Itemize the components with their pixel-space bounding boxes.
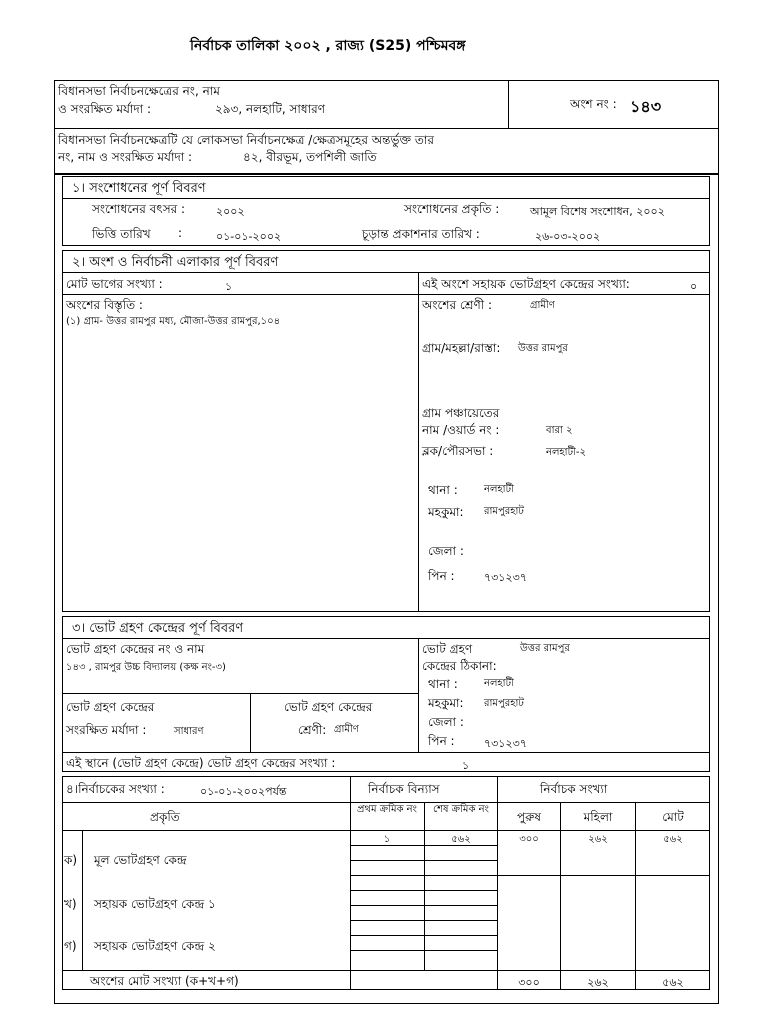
base-date-value: ০১-০১-২০০২ xyxy=(216,230,282,243)
part-total-total: ৫৬২ xyxy=(662,976,684,989)
police-station-label: থানা : xyxy=(428,483,458,497)
table-row-label: সহায়ক ভোটগ্রহণ কেন্দ্র ২ xyxy=(94,939,216,953)
elector-distribution-header: নির্বাচক বিন্যাস xyxy=(368,782,440,796)
section-4-divider-a xyxy=(62,802,710,803)
ac-label-2: ও সংরক্ষিত মর্যাদা : xyxy=(58,102,152,116)
nature-column-header: প্রকৃতি xyxy=(150,810,180,824)
part-extent-value: (১) গ্রাম- উত্তর রামপুর মধ্য, মৌজা-উত্তর রামপুর,১০৪ xyxy=(66,316,281,327)
station-name-label: ভোট গ্রহণ কেন্দ্রের নং ও নাম xyxy=(66,642,205,656)
total-sections-value: ১ xyxy=(225,280,233,293)
part-label: অংশ নং : xyxy=(570,97,617,111)
serial-line-6 xyxy=(350,935,497,936)
pc-label-1: বিধানসভা নির্বাচনক্ষেত্রটি যে লোকসভা নির্বাচনক্ষেত্র /ক্ষেত্রসমূহের অন্তর্ভুক্ত তার xyxy=(58,133,434,147)
section-4-col-line-4 xyxy=(560,802,561,990)
table-row-first-serial: ১ xyxy=(383,834,391,845)
total-sections-label: মোট ভাগের সংখ্যা : xyxy=(66,277,163,291)
station-type-label-1: ভোট গ্রহণ কেন্দ্রের xyxy=(284,700,373,714)
section-3-vertical-divider-2 xyxy=(250,693,251,752)
station-thana-label: থানা : xyxy=(428,677,458,691)
header-vertical-divider xyxy=(508,80,509,128)
table-row-last-serial: ৫৬২ xyxy=(451,834,471,845)
section-4-heading: ৪।নির্বাচকের সংখ্যা : xyxy=(66,782,165,796)
part-total-female: ২৬২ xyxy=(587,976,609,989)
female-column-header: মহিলা xyxy=(583,810,613,824)
section-2-box xyxy=(62,250,710,612)
total-column-header: মোট xyxy=(662,810,684,824)
serial-line-4 xyxy=(350,905,497,906)
section-1-heading: ১। সংশোধনের পূর্ণ বিবরণ xyxy=(72,181,206,196)
table-row-key: ক) xyxy=(64,853,78,867)
gp-label-2: নাম /ওয়ার্ড নং : xyxy=(422,423,500,437)
subdivision-value: রামপুরহাট xyxy=(484,506,524,517)
station-name-value: ১৪৩ , রামপুর উচ্চ বিদ্যালয় (কক্ষ নং-৩) xyxy=(66,662,226,673)
station-subdivision-value: রামপুরহাট xyxy=(484,698,524,709)
block-label: ব্লক/পৌরসভা : xyxy=(422,444,494,458)
pin-label: পিন : xyxy=(428,569,455,583)
aux-stations-value: ০ xyxy=(690,280,698,293)
revision-year-label: সংশোধনের বৎসর : xyxy=(92,202,186,216)
section-3-divider-c xyxy=(62,752,710,753)
district-label: জেলা : xyxy=(428,544,464,558)
final-publish-value: ২৬-০৩-২০০২ xyxy=(535,230,601,243)
section-2-heading: ২। অংশ ও নির্বাচনী এলাকার পূর্ণ বিবরণ xyxy=(72,255,279,270)
gp-label-1: গ্রাম পঞ্চায়েতের xyxy=(422,406,500,420)
reservation-label-1: ভোট গ্রহণ কেন্দ্রের xyxy=(66,700,155,714)
station-type-value: গ্রামীণ xyxy=(334,724,359,735)
part-total-label: অংশের মোট সংখ্যা (ক+খ+গ) xyxy=(90,974,239,988)
part-category-value: গ্রামীণ xyxy=(530,300,555,311)
header-divider xyxy=(54,128,719,129)
revision-nature-value: আমূল বিশেষ সংশোধন, ২০০২ xyxy=(530,205,665,218)
section-4-divider-total xyxy=(62,970,710,971)
block-value: নলহাটী-২ xyxy=(546,447,586,458)
aux-stations-label: এই অংশে সহায়ক ভোটগ্রহণ কেন্দ্রের সংখ্যা: xyxy=(422,277,630,291)
section-4-col-line-1 xyxy=(350,776,351,990)
section-3-vertical-divider xyxy=(418,638,419,752)
serial-line-7 xyxy=(350,950,497,951)
section-3-divider-b xyxy=(62,693,418,694)
station-thana-value: নলহাটী xyxy=(484,678,514,689)
male-column-header: পুরুষ xyxy=(517,810,541,824)
revision-nature-label: সংশোধনের প্রকৃতি : xyxy=(404,202,500,216)
first-serial-column-header: প্রথম ক্রমিক নং xyxy=(357,804,417,815)
serial-line-5 xyxy=(350,920,497,921)
section-4-col-line-5 xyxy=(635,802,636,990)
part-total-male: ৩০০ xyxy=(518,976,540,989)
serial-line-3 xyxy=(350,890,497,891)
pc-value: ৪২, বীরভূম, তপশিলী জাতি xyxy=(243,150,377,164)
station-address-label-2: কেন্দ্রের ঠিকানা: xyxy=(422,659,497,673)
electors-as-on: ০১-০১-২০০২পর্যন্ত xyxy=(200,785,287,798)
station-pin-label: পিন : xyxy=(428,734,455,748)
station-address-value: উত্তর রামপুর xyxy=(520,643,570,654)
serial-line-2 xyxy=(350,860,497,861)
gp-value: বারা ২ xyxy=(546,425,573,436)
ac-label-1: বিধানসভা নির্বাচনক্ষেত্রের নং, নাম xyxy=(58,84,220,98)
elector-count-header: নির্বাচক সংখ্যা xyxy=(540,782,608,796)
part-extent-label: অংশের বিস্তৃতি : xyxy=(66,298,143,312)
station-count-label: এই স্থানে (ভোট গ্রহণ কেন্দ্রে) ভোট গ্রহণ কেন্দ্রের সংখ্যা : xyxy=(66,756,336,770)
base-date-label: ভিত্তি তারিখ xyxy=(92,227,151,241)
police-station-value: নলহাটী xyxy=(484,484,514,495)
station-address-label-1: ভোট গ্রহণ xyxy=(422,642,473,656)
pin-value: ৭৩১২৩৭ xyxy=(484,571,527,584)
base-date-colon: : xyxy=(178,226,183,240)
final-publish-label: চূড়ান্ত প্রকাশনার তারিখ : xyxy=(362,227,480,241)
table-row-total: ৫৬২ xyxy=(663,834,683,845)
section-4-key-column-line xyxy=(82,830,83,970)
table-row-key: গ) xyxy=(64,939,77,953)
subdivision-label: মহকুমা: xyxy=(428,505,464,519)
station-subdivision-label: মহকুমা: xyxy=(428,696,464,710)
section-4-col-line-2 xyxy=(424,802,425,970)
table-row-female: ২৬২ xyxy=(588,834,608,845)
table-row-label: সহায়ক ভোটগ্রহণ কেন্দ্র ১ xyxy=(94,897,216,911)
section-3-heading: ৩। ভোট গ্রহণ কেন্দ্রের পূর্ণ বিবরণ xyxy=(72,621,244,636)
table-row-key: খ) xyxy=(64,897,77,911)
village-label: গ্রাম/মহল্লা/রাস্তা: xyxy=(422,341,501,355)
table-row-male: ৩০০ xyxy=(519,834,539,845)
station-type-label-2: শ্রেণী: xyxy=(298,723,327,737)
village-value: উত্তর রামপুর xyxy=(518,343,568,354)
part-category-label: অংশের শ্রেণী : xyxy=(422,298,493,312)
page-title: নির্বাচক তালিকা ২০০২ , রাজ্য (S25) পশ্চিমবঙ্গ xyxy=(190,38,466,54)
part-value: ১৪৩ xyxy=(630,97,662,116)
revision-year-value: ২০০২ xyxy=(216,205,245,218)
reservation-value: সাধারণ xyxy=(174,726,204,737)
last-serial-column-header: শেষ ক্রমিক নং xyxy=(433,804,489,815)
station-district-label: জেলা : xyxy=(428,715,464,729)
ac-value: ২৯৩, নলহাটি, সাধারণ xyxy=(215,102,325,116)
station-pin-value: ৭৩১২৩৭ xyxy=(484,737,527,750)
section-2-vertical-divider xyxy=(418,272,419,612)
pc-label-2: নং, নাম ও সংরক্ষিত মর্যাদা : xyxy=(58,150,193,164)
section-4-divider-b xyxy=(62,830,710,831)
station-count-value: ১ xyxy=(462,759,470,772)
row-separator-1 xyxy=(350,875,710,876)
reservation-label-2: সংরক্ষিত মর্যাদা : xyxy=(66,723,147,737)
table-row-label: মূল ভোটগ্রহণ কেন্দ্র xyxy=(94,853,187,867)
